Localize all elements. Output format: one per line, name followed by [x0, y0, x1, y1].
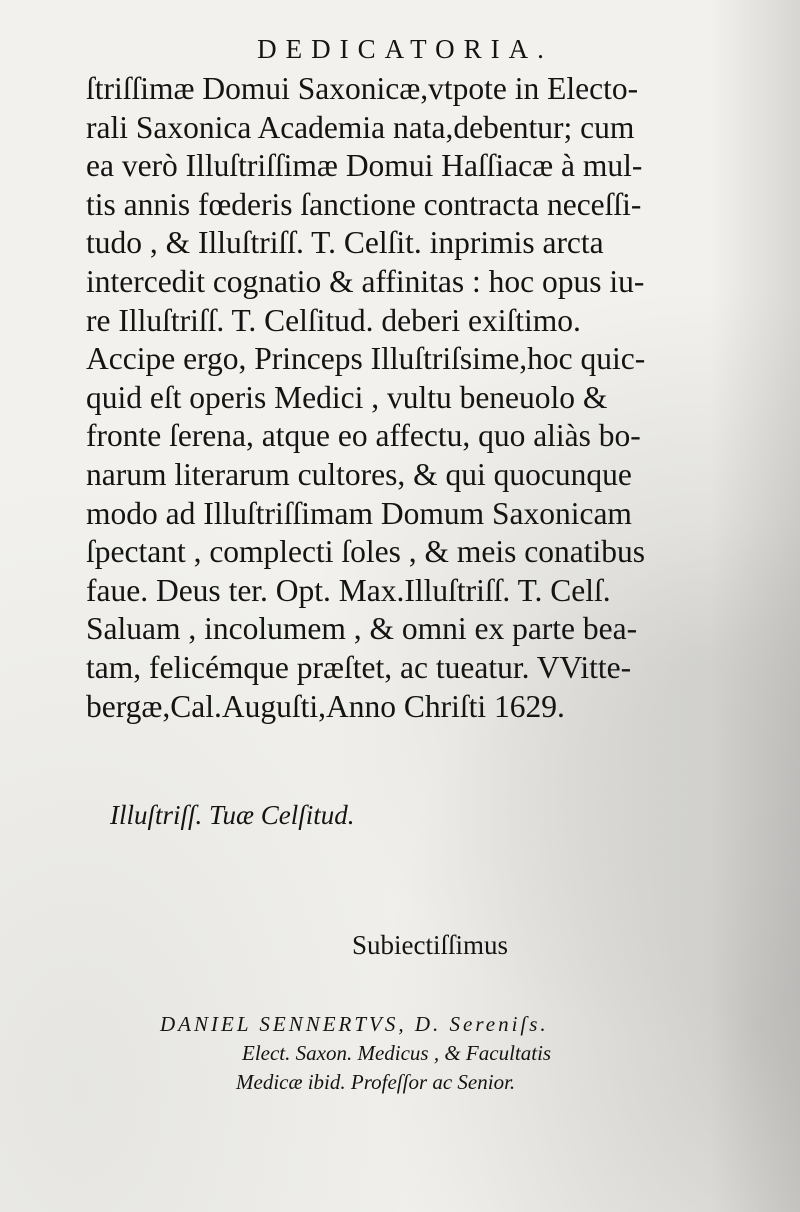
- text-line: ſtriſſimæ Domui Saxonicæ,vtpote in Electo-: [86, 71, 639, 106]
- closing-word: Subiectiſſimus: [352, 930, 509, 960]
- signature-line: Medicæ ibid. Profeſſor ac Senior.: [236, 1070, 516, 1094]
- text-line: rali Saxonica Academia nata,debentur; cum: [86, 109, 635, 145]
- author-signature: [160, 1010, 551, 1097]
- signoff: Illuſtriſſ. Tuæ Celſitud.: [110, 800, 355, 830]
- text-line: faue. Deus ter. Opt. Max.Illuſtriſſ. T. Celſ.: [86, 572, 611, 608]
- running-head: DEDICATORIA.: [257, 34, 553, 64]
- text-line: quid eſt operis Medici , vultu beneuolo &: [86, 379, 608, 415]
- text-line: bergæ,Cal.Auguſti,Anno Chriſti 1629.: [86, 688, 565, 724]
- page-edge-stain: [710, 0, 800, 1212]
- text-line: fronte ſerena, atque eo affectu, quo aliàs bo-: [86, 418, 641, 454]
- text-line: Accipe ergo, Princeps Illuſtriſsime,hoc quic-: [86, 341, 646, 377]
- text-line: modo ad Illuſtriſſimam Domum Saxonicam: [86, 495, 632, 531]
- text-line: ea verò Illuſtriſſimæ Domui Haſſiacæ à mul-: [86, 148, 643, 184]
- signature-line: Elect. Saxon. Medicus , & Facultatis: [242, 1041, 552, 1065]
- text-line: tudo , & Illuſtriſſ. T. Celſit. inprimis arcta: [86, 225, 604, 261]
- text-line: tam, felicémque præſtet, ac tueatur. VVitte-: [86, 649, 632, 685]
- text-line: re Illuſtriſſ. T. Celſitud. deberi exiſtimo.: [86, 302, 581, 338]
- signature-line: DANIEL SENNERTVS, D. Sereniſs.: [160, 1012, 549, 1036]
- text-line: narum literarum cultores, & qui quocunque: [86, 456, 632, 492]
- text-line: ſpectant , complecti ſoles , & meis conatibus: [86, 534, 645, 570]
- dedication-body: [86, 70, 706, 726]
- text-line: tis annis fœderis ſanctione contracta neceſſi-: [86, 186, 642, 222]
- text-line: Saluam , incolumem , & omni ex parte bea-: [86, 611, 638, 647]
- text-line: intercedit cognatio & affinitas : hoc opus iu-: [86, 263, 645, 299]
